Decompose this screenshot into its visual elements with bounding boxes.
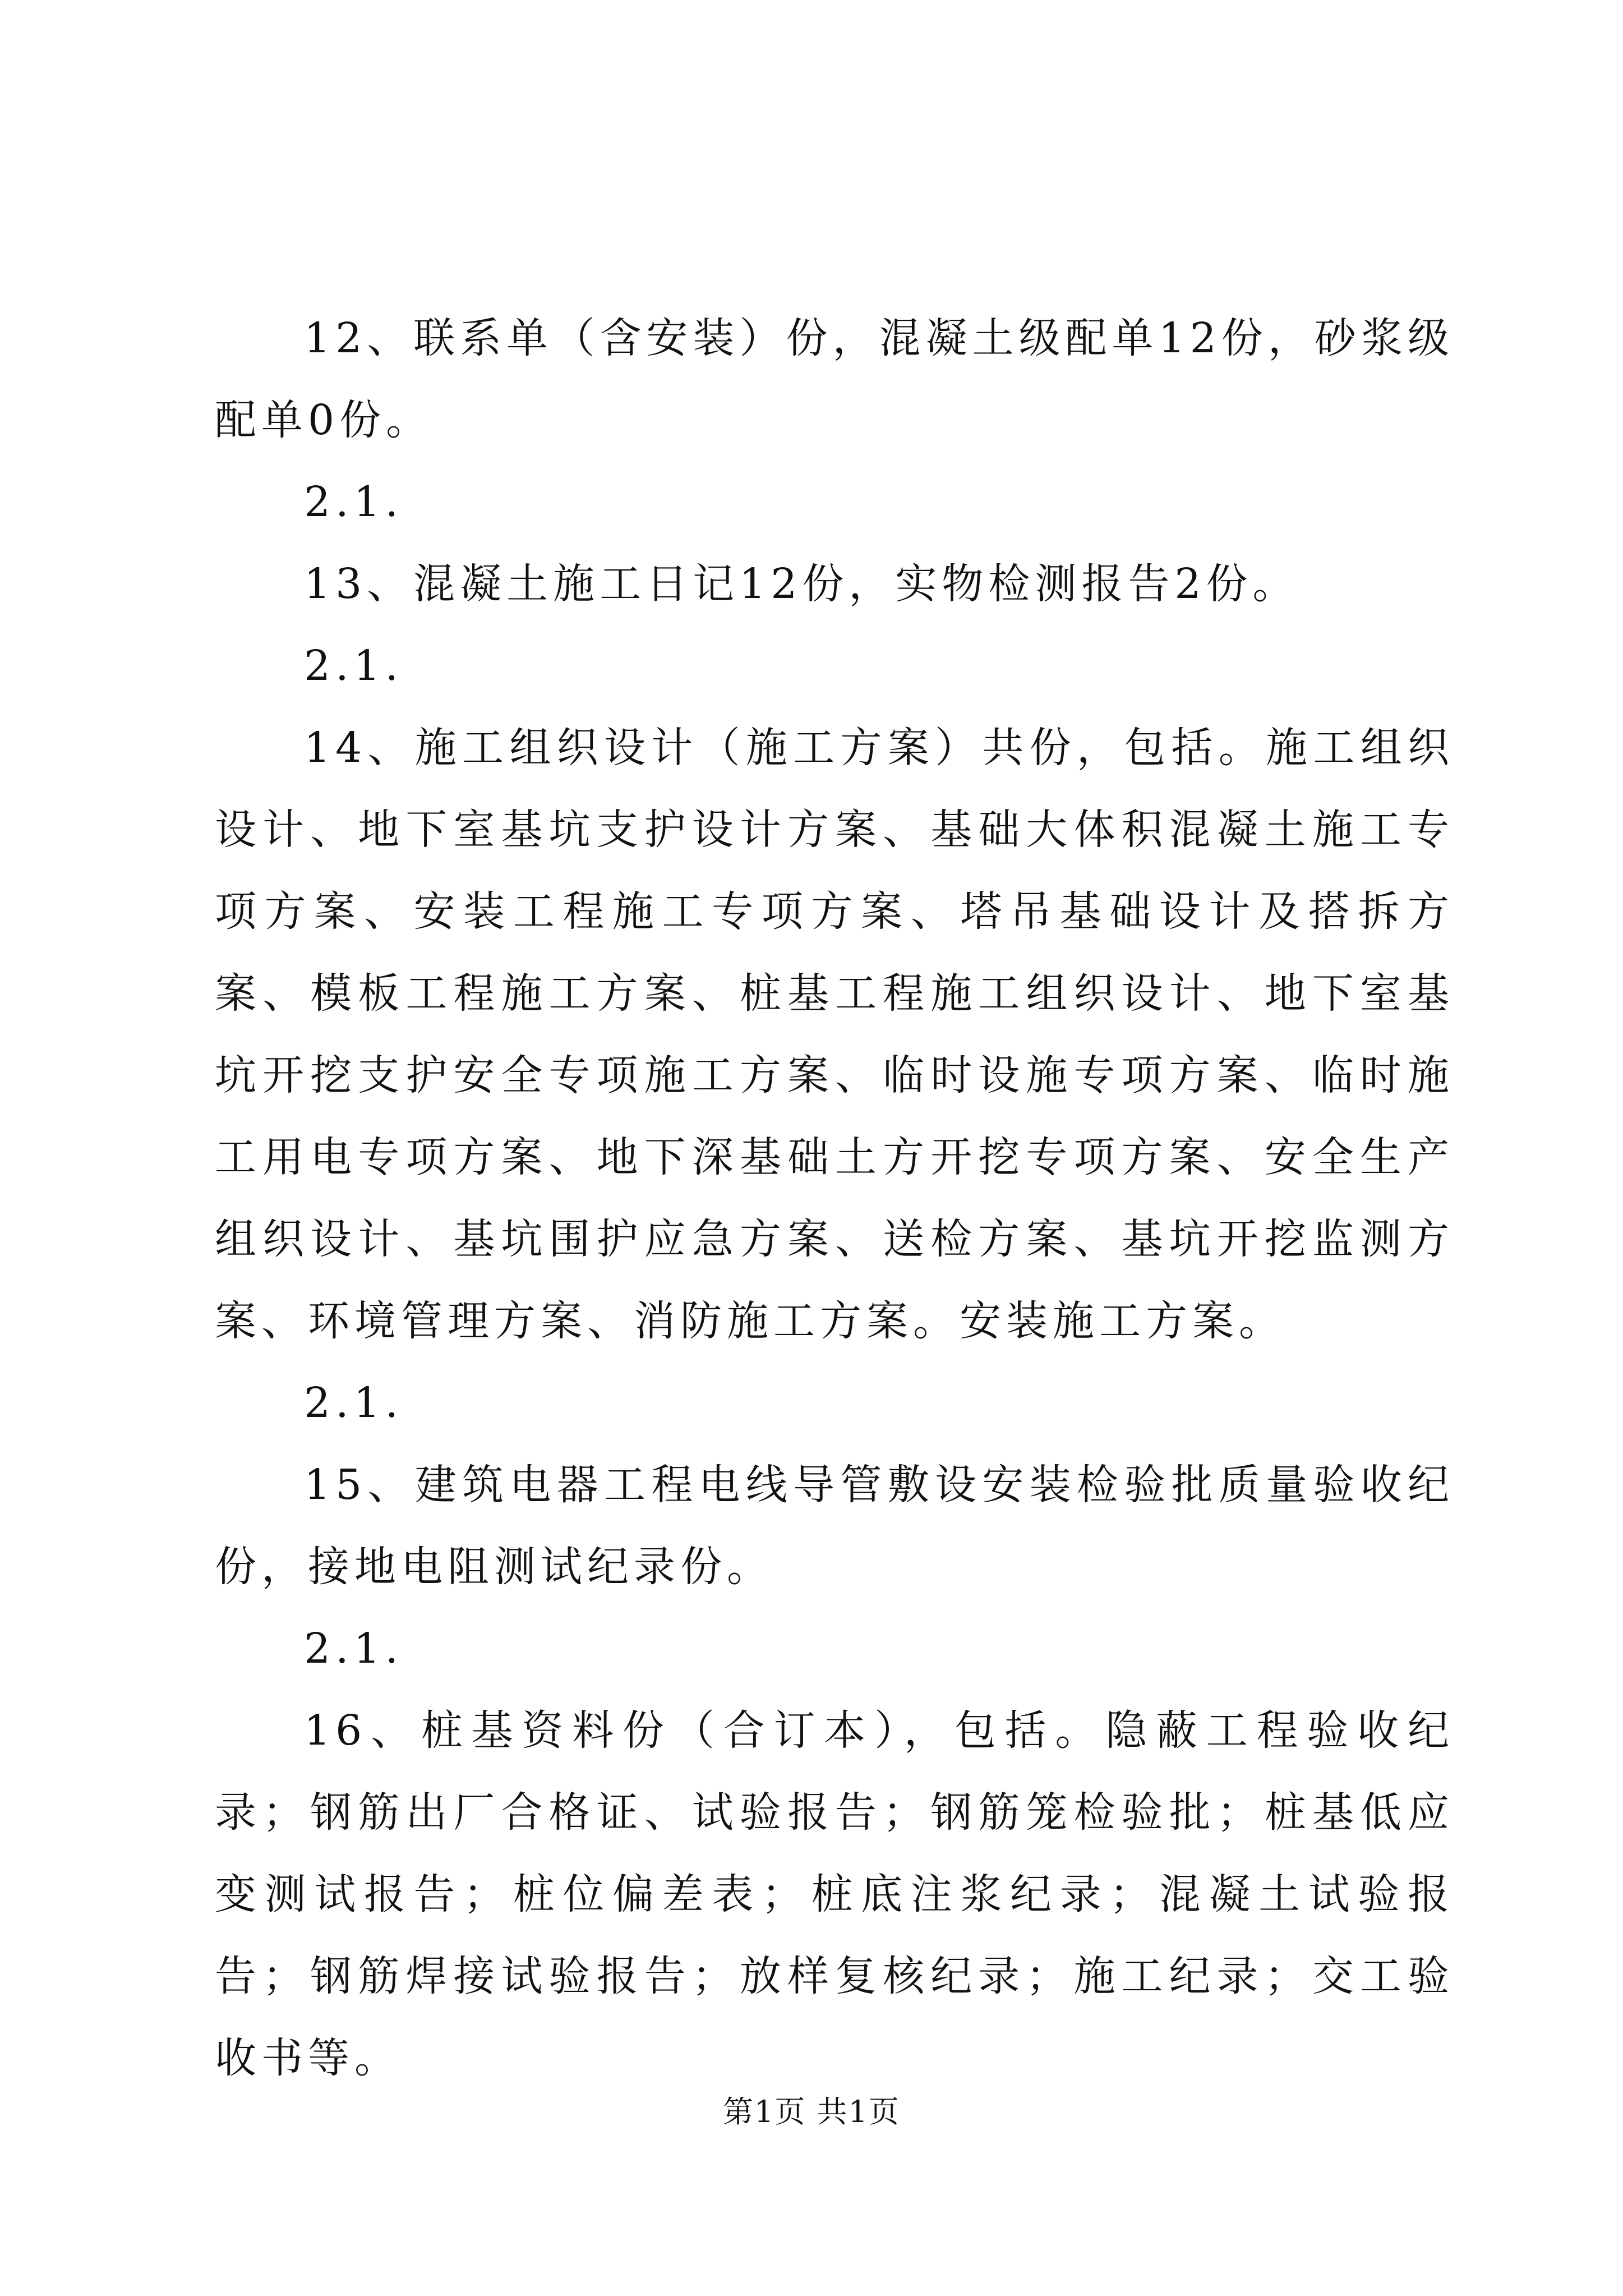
page-footer: 第1页 共1页 — [723, 2094, 900, 2129]
section-number: 2.1. — [304, 1625, 404, 1673]
document-body — [215, 297, 1454, 2099]
section-number: 2.1. — [304, 642, 404, 690]
paragraph-item-15: 15、建筑电器工程电线导管敷设安装检验批质量验收纪份，接地电阻测试纪录份。 — [215, 1461, 1454, 1591]
paragraph-item-13: 13、混凝土施工日记12份，实物检测报告2份。 — [304, 560, 1299, 608]
paragraph-item-14: 14、施工组织设计（施工方案）共份，包括。施工组织设计、地下室基坑支护设计方案、基础大体积混凝土施工专项方案、安装工程施工专项方案、塔吊基础设计及搭拆方案、模板工程施工方案、桩基工程施工组织设计、地下室基坑开挖支护安全专项施工方案、临时设施专项方案、临时施工用电专项方案、地下深基础土方开挖专项方案、安全生产组织设计、基坑围护应急方案、送检方案、基坑开挖监测方案、环境管理方案、消防施工方案。安装施工方案。 — [215, 724, 1454, 1345]
paragraph-item-12: 12、联系单（含安装）份，混凝土级配单12份，砂浆级配单0份。 — [215, 314, 1454, 444]
paragraph-item-16: 16、桩基资料份（合订本），包括。隐蔽工程验收纪录；钢筋出厂合格证、试验报告；钢筋笼检验批；桩基低应变测试报告；桩位偏差表；桩底注浆纪录；混凝土试验报告；钢筋焊接试验报告；放样复核纪录；施工纪录；交工验收书等。 — [215, 1706, 1454, 2082]
section-number: 2.1. — [304, 1379, 404, 1427]
section-number: 2.1. — [304, 478, 404, 526]
